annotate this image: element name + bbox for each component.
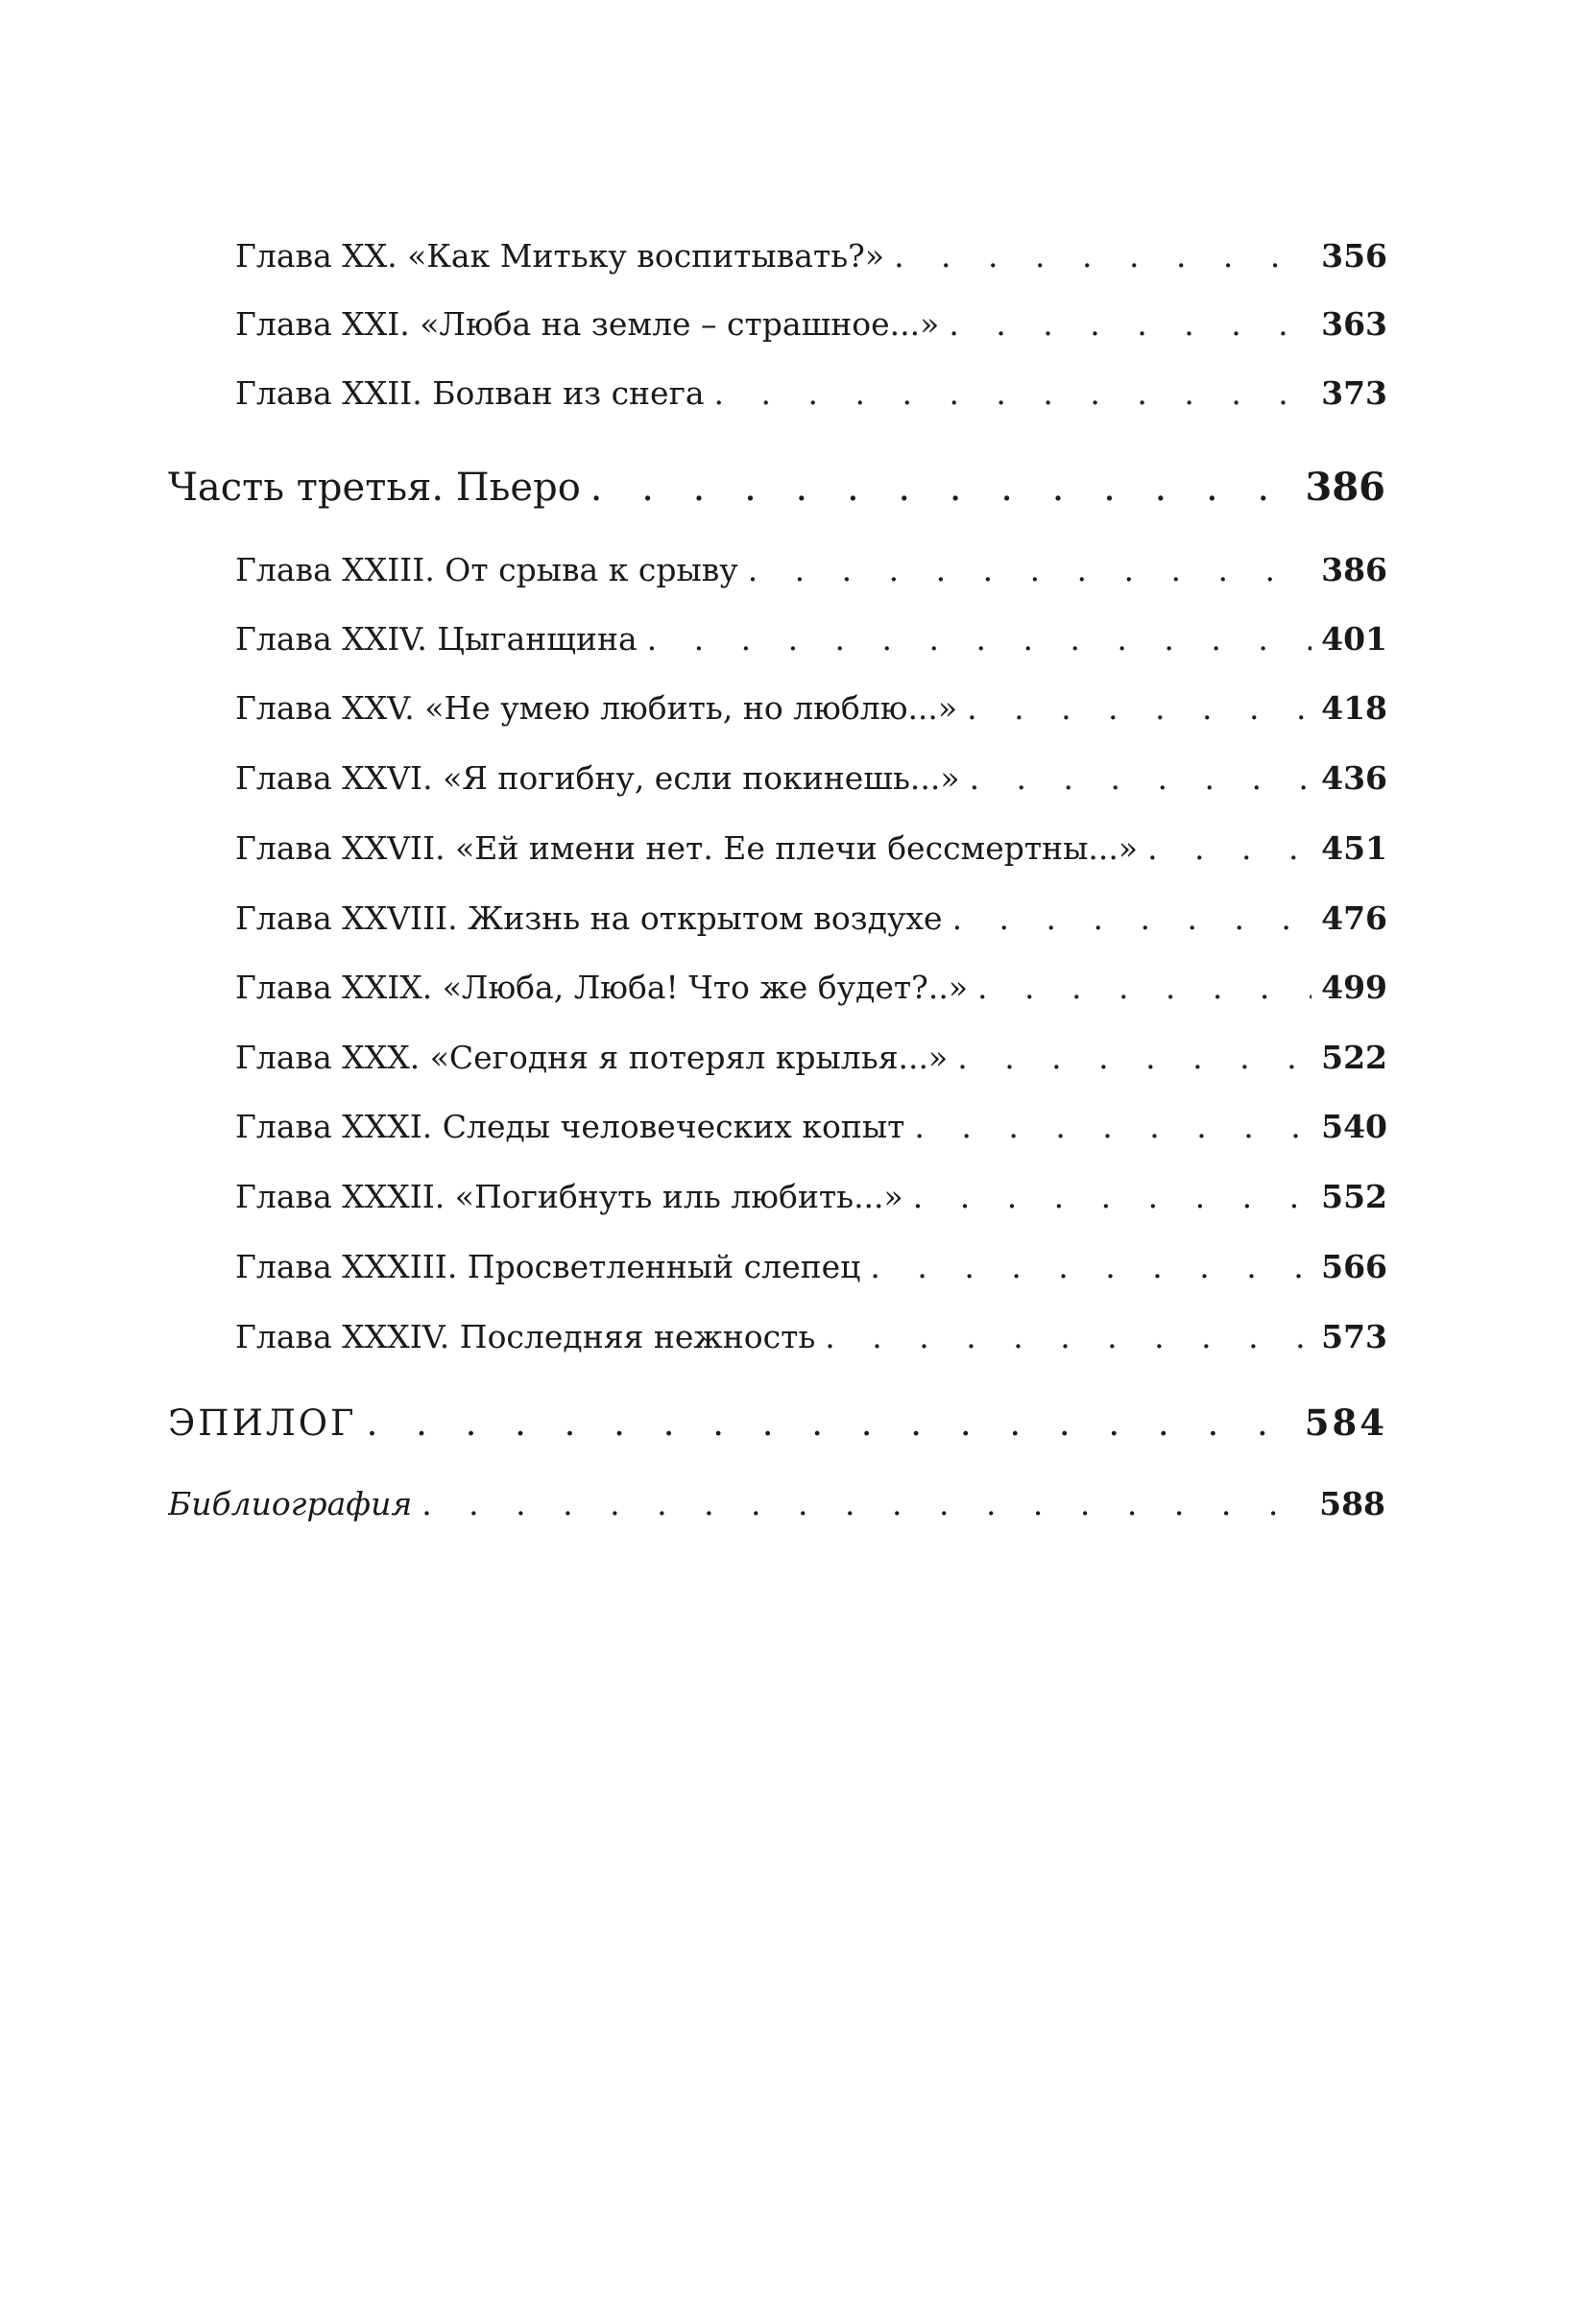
toc-entry-epilogue bbox=[168, 1402, 1387, 1451]
toc-entry-label: Глава XXIX. «Люба, Люба! Что же будет?..» bbox=[235, 969, 977, 1006]
toc-entry-page: 476 bbox=[1311, 899, 1387, 937]
toc-entry-page: 418 bbox=[1311, 689, 1387, 727]
toc-entry-chapter-34 bbox=[235, 1318, 1387, 1364]
dot-leader bbox=[967, 689, 1311, 727]
dot-leader bbox=[957, 1039, 1311, 1076]
toc-entry-chapter-23 bbox=[235, 551, 1387, 597]
toc-entry-chapter-31 bbox=[235, 1108, 1387, 1154]
dot-leader bbox=[1147, 829, 1311, 867]
toc-entry-label: Глава XXXIV. Последняя нежность bbox=[235, 1318, 825, 1355]
toc-entry-label: Глава XXVIII. Жизнь на открытом воздухе bbox=[235, 899, 952, 937]
toc-entry-chapter-30 bbox=[235, 1039, 1387, 1085]
dot-leader bbox=[952, 899, 1312, 937]
toc-entry-page: 386 bbox=[1311, 551, 1387, 588]
toc-entry-label: Глава XXVI. «Я погибну, если покинешь...» bbox=[235, 759, 970, 797]
toc-entry-page: 451 bbox=[1311, 829, 1387, 867]
toc-entry-chapter-22 bbox=[235, 374, 1387, 420]
dot-leader bbox=[647, 620, 1311, 658]
toc-entry-chapter-29 bbox=[235, 969, 1387, 1015]
toc-entry-page: 566 bbox=[1311, 1248, 1387, 1285]
toc-entry-label: Глава XXX. «Сегодня я потерял крылья...» bbox=[235, 1039, 957, 1076]
toc-entry-label: Глава XXXIII. Просветленный слепец bbox=[235, 1248, 870, 1285]
toc-entry-bibliography bbox=[168, 1485, 1385, 1533]
toc-entry-chapter-33 bbox=[235, 1248, 1387, 1294]
dot-leader bbox=[977, 969, 1311, 1006]
dot-leader bbox=[825, 1318, 1311, 1355]
dot-leader bbox=[748, 551, 1311, 588]
dot-leader bbox=[590, 466, 1296, 510]
toc-entry-chapter-28 bbox=[235, 899, 1387, 946]
toc-entry-page: 499 bbox=[1311, 969, 1387, 1006]
toc-entry-chapter-24 bbox=[235, 620, 1387, 666]
toc-entry-label: Глава XXIV. Цыганщина bbox=[235, 620, 647, 658]
toc-epilogue-label: ЭПИЛОГ bbox=[168, 1402, 367, 1444]
dot-leader bbox=[970, 759, 1312, 797]
toc-entry-chapter-26 bbox=[235, 759, 1387, 805]
dot-leader bbox=[367, 1402, 1295, 1444]
toc-part-page: 386 bbox=[1296, 465, 1386, 510]
toc-bibliography-page: 588 bbox=[1310, 1485, 1385, 1522]
toc-entry-page: 522 bbox=[1311, 1039, 1387, 1076]
dot-leader bbox=[870, 1248, 1311, 1285]
toc-entry-page: 373 bbox=[1311, 374, 1387, 412]
toc-entry-label: Глава XX. «Как Митьку воспитывать?» bbox=[235, 237, 894, 275]
toc-entry-chapter-21 bbox=[235, 305, 1387, 351]
toc-entry-label: Глава XXXII. «Погибнуть иль любить...» bbox=[235, 1178, 913, 1215]
toc-entry-page: 573 bbox=[1311, 1318, 1387, 1355]
toc-entry-chapter-20 bbox=[235, 237, 1387, 283]
toc-entry-page: 436 bbox=[1311, 759, 1387, 797]
toc-entry-label: Глава XXI. «Люба на земле – страшное...» bbox=[235, 305, 949, 343]
dot-leader bbox=[421, 1485, 1310, 1522]
dot-leader bbox=[949, 305, 1311, 343]
toc-part-label: Часть третья. Пьеро bbox=[168, 466, 590, 510]
toc-entry-label: Глава XXIII. От срыва к срыву bbox=[235, 551, 748, 588]
dot-leader bbox=[914, 1108, 1311, 1145]
dot-leader bbox=[714, 374, 1312, 412]
toc-bibliography-label: Библиография bbox=[168, 1485, 421, 1522]
toc-entry-part-three bbox=[168, 465, 1385, 518]
toc-entry-page: 552 bbox=[1311, 1178, 1387, 1215]
toc-entry-chapter-32 bbox=[235, 1178, 1387, 1224]
toc-epilogue-page: 584 bbox=[1295, 1402, 1387, 1444]
toc-entry-chapter-25 bbox=[235, 689, 1387, 735]
toc-entry-label: Глава XXVII. «Ей имени нет. Ее плечи бессмертны...» bbox=[235, 829, 1147, 867]
toc-entry-page: 363 bbox=[1311, 305, 1387, 343]
dot-leader bbox=[913, 1178, 1311, 1215]
toc-entry-page: 540 bbox=[1311, 1108, 1387, 1145]
toc-entry-label: Глава XXXI. Следы человеческих копыт bbox=[235, 1108, 914, 1145]
toc-entry-label: Глава XXII. Болван из снега bbox=[235, 374, 714, 412]
toc-entry-page: 356 bbox=[1311, 237, 1387, 275]
toc-entry-page: 401 bbox=[1311, 620, 1387, 658]
toc-entry-label: Глава XXV. «Не умею любить, но люблю...» bbox=[235, 689, 967, 727]
toc-entry-chapter-27 bbox=[235, 829, 1387, 875]
dot-leader bbox=[894, 237, 1311, 275]
